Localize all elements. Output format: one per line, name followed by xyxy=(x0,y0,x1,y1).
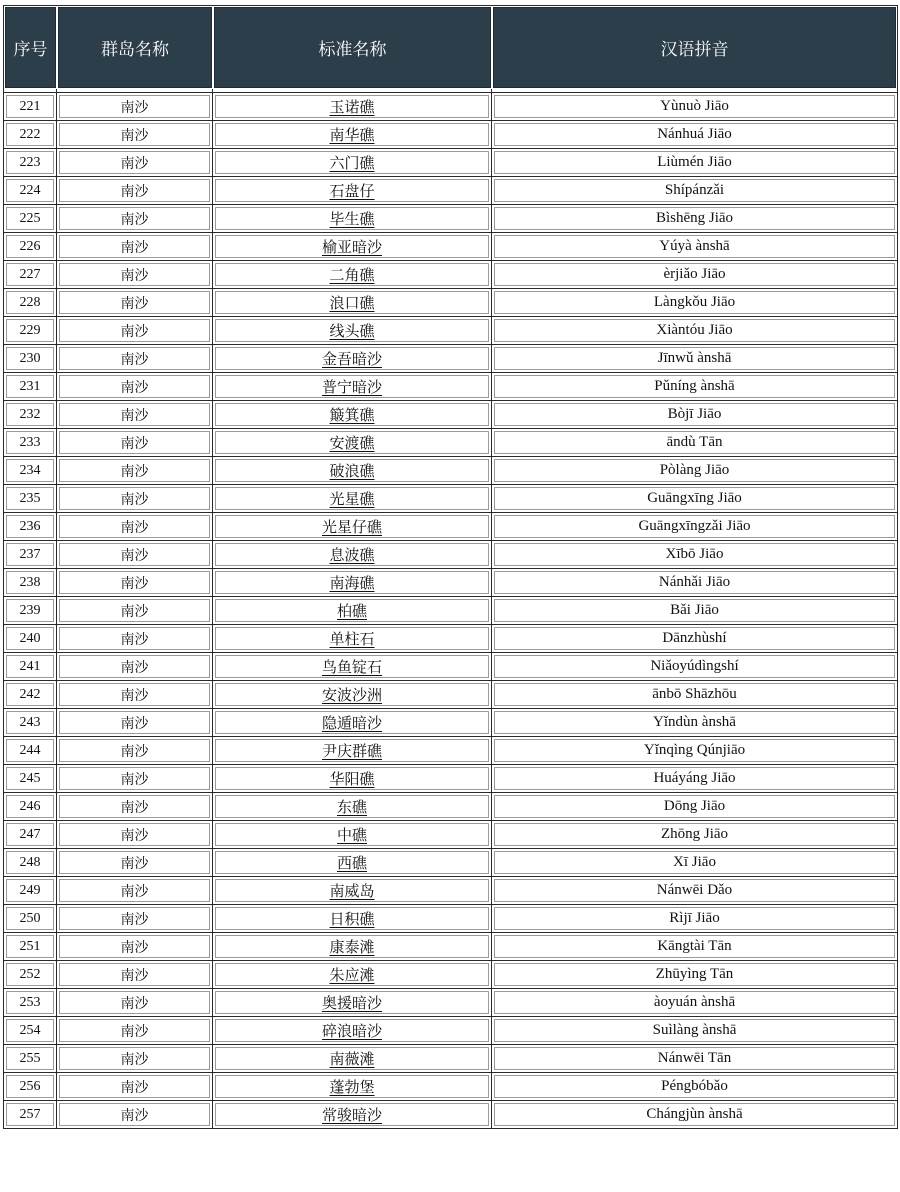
row-index: 227 xyxy=(4,261,57,289)
row-island-group: 南沙 xyxy=(57,457,213,485)
row-standard-name-link[interactable]: 簸箕礁 xyxy=(329,406,375,424)
row-standard-name-link[interactable]: 南海礁 xyxy=(329,574,375,592)
row-standard-name-cell xyxy=(213,261,492,289)
row-island-group: 南沙 xyxy=(57,625,213,653)
row-index: 229 xyxy=(4,317,57,345)
row-index: 246 xyxy=(4,793,57,821)
row-index: 235 xyxy=(4,485,57,513)
row-island-group: 南沙 xyxy=(57,1101,213,1128)
row-standard-name-cell xyxy=(213,149,492,177)
table-body xyxy=(4,89,897,1128)
row-standard-name-link[interactable]: 常骏暗沙 xyxy=(321,1106,382,1124)
row-standard-name-cell xyxy=(213,849,492,877)
row-island-group: 南沙 xyxy=(57,317,213,345)
row-index: 231 xyxy=(4,373,57,401)
row-standard-name-cell xyxy=(213,793,492,821)
place-names-table xyxy=(3,5,898,1129)
row-index: 225 xyxy=(4,205,57,233)
row-standard-name-link[interactable]: 朱应滩 xyxy=(329,966,375,984)
row-island-group: 南沙 xyxy=(57,1073,213,1101)
table-row xyxy=(4,877,897,905)
row-standard-name-link[interactable]: 奥援暗沙 xyxy=(321,994,382,1012)
row-pinyin: èrjiǎo Jiāo xyxy=(492,261,897,289)
row-island-group: 南沙 xyxy=(57,765,213,793)
row-island-group: 南沙 xyxy=(57,877,213,905)
row-pinyin: Shípánzǎi xyxy=(492,177,897,205)
row-pinyin: āndù Tān xyxy=(492,429,897,457)
row-island-group: 南沙 xyxy=(57,737,213,765)
row-index: 233 xyxy=(4,429,57,457)
table-row xyxy=(4,1073,897,1101)
row-standard-name-cell xyxy=(213,569,492,597)
row-index: 221 xyxy=(4,93,57,121)
row-standard-name-cell xyxy=(213,933,492,961)
row-pinyin: Kāngtài Tān xyxy=(492,933,897,961)
row-index: 232 xyxy=(4,401,57,429)
row-island-group: 南沙 xyxy=(57,653,213,681)
row-standard-name-cell xyxy=(213,541,492,569)
row-pinyin: Dānzhùshí xyxy=(492,625,897,653)
row-pinyin: Niǎoyúdìngshí xyxy=(492,653,897,681)
row-standard-name-link[interactable]: 南华礁 xyxy=(329,126,375,144)
row-index: 241 xyxy=(4,653,57,681)
row-standard-name-link[interactable]: 西礁 xyxy=(336,854,367,872)
row-index: 255 xyxy=(4,1045,57,1073)
row-standard-name-cell xyxy=(213,345,492,373)
row-index: 223 xyxy=(4,149,57,177)
row-island-group: 南沙 xyxy=(57,289,213,317)
row-standard-name-cell xyxy=(213,821,492,849)
row-standard-name-cell xyxy=(213,597,492,625)
row-standard-name-link[interactable]: 浪口礁 xyxy=(329,294,375,312)
table-row xyxy=(4,345,897,373)
row-island-group: 南沙 xyxy=(57,93,213,121)
row-pinyin: Huáyáng Jiāo xyxy=(492,765,897,793)
header-pinyin: 汉语拼音 xyxy=(492,6,897,89)
row-standard-name-cell xyxy=(213,485,492,513)
row-index: 257 xyxy=(4,1101,57,1128)
row-standard-name-link[interactable]: 光星礁 xyxy=(329,490,375,508)
row-standard-name-cell xyxy=(213,737,492,765)
row-pinyin: Bǎi Jiāo xyxy=(492,597,897,625)
row-standard-name-link[interactable]: 六门礁 xyxy=(329,154,375,172)
row-index: 256 xyxy=(4,1073,57,1101)
row-island-group: 南沙 xyxy=(57,177,213,205)
row-standard-name-link[interactable]: 鸟鱼锭石 xyxy=(321,658,382,676)
table-row xyxy=(4,793,897,821)
row-index: 236 xyxy=(4,513,57,541)
table-row xyxy=(4,625,897,653)
row-standard-name-link[interactable]: 碎浪暗沙 xyxy=(321,1022,382,1040)
row-standard-name-link[interactable]: 石盘仔 xyxy=(329,182,375,200)
row-pinyin: Guāngxīngzǎi Jiāo xyxy=(492,513,897,541)
row-index: 250 xyxy=(4,905,57,933)
table-row xyxy=(4,261,897,289)
row-index: 230 xyxy=(4,345,57,373)
table-row xyxy=(4,653,897,681)
row-standard-name-cell xyxy=(213,121,492,149)
row-island-group: 南沙 xyxy=(57,233,213,261)
row-pinyin: Yúyà ànshā xyxy=(492,233,897,261)
table-row xyxy=(4,1101,897,1128)
row-pinyin: Liùmén Jiāo xyxy=(492,149,897,177)
row-standard-name-link[interactable]: 二角礁 xyxy=(329,266,375,284)
row-standard-name-cell xyxy=(213,1073,492,1101)
row-standard-name-cell xyxy=(213,989,492,1017)
table-row xyxy=(4,205,897,233)
row-island-group: 南沙 xyxy=(57,933,213,961)
row-standard-name-cell xyxy=(213,233,492,261)
row-pinyin: Nánwēi Dǎo xyxy=(492,877,897,905)
row-index: 247 xyxy=(4,821,57,849)
header-index: 序号 xyxy=(4,6,57,89)
table-row xyxy=(4,485,897,513)
row-island-group: 南沙 xyxy=(57,709,213,737)
row-index: 237 xyxy=(4,541,57,569)
row-standard-name-link[interactable]: 蓬勃堡 xyxy=(329,1078,375,1096)
row-pinyin: Pòlàng Jiāo xyxy=(492,457,897,485)
row-island-group: 南沙 xyxy=(57,569,213,597)
header-standard-name: 标准名称 xyxy=(213,6,492,89)
table-row xyxy=(4,429,897,457)
header-island-group: 群岛名称 xyxy=(57,6,213,89)
row-pinyin: Suìlàng ànshā xyxy=(492,1017,897,1045)
row-index: 243 xyxy=(4,709,57,737)
row-island-group: 南沙 xyxy=(57,541,213,569)
row-index: 240 xyxy=(4,625,57,653)
row-island-group: 南沙 xyxy=(57,485,213,513)
row-index: 242 xyxy=(4,681,57,709)
row-pinyin: Dōng Jiāo xyxy=(492,793,897,821)
row-pinyin: Bòjī Jiāo xyxy=(492,401,897,429)
row-standard-name-cell xyxy=(213,1101,492,1128)
table-row xyxy=(4,373,897,401)
row-pinyin: Nánhǎi Jiāo xyxy=(492,569,897,597)
table-row xyxy=(4,289,897,317)
table-row xyxy=(4,1017,897,1045)
table-row xyxy=(4,933,897,961)
row-index: 244 xyxy=(4,737,57,765)
row-index: 238 xyxy=(4,569,57,597)
row-standard-name-link[interactable]: 南威岛 xyxy=(329,882,375,900)
table-row xyxy=(4,233,897,261)
row-island-group: 南沙 xyxy=(57,345,213,373)
row-index: 248 xyxy=(4,849,57,877)
row-standard-name-link[interactable]: 隐遁暗沙 xyxy=(321,714,382,732)
row-index: 226 xyxy=(4,233,57,261)
row-standard-name-link[interactable]: 柏礁 xyxy=(336,602,367,620)
row-standard-name-link[interactable]: 安波沙洲 xyxy=(321,686,382,704)
table-row xyxy=(4,961,897,989)
row-standard-name-link[interactable]: 安渡礁 xyxy=(329,434,375,452)
row-standard-name-cell xyxy=(213,513,492,541)
row-island-group: 南沙 xyxy=(57,961,213,989)
row-island-group: 南沙 xyxy=(57,681,213,709)
row-pinyin: Jīnwǔ ànshā xyxy=(492,345,897,373)
row-island-group: 南沙 xyxy=(57,849,213,877)
row-standard-name-cell xyxy=(213,373,492,401)
row-pinyin: Guāngxīng Jiāo xyxy=(492,485,897,513)
row-standard-name-cell xyxy=(213,1045,492,1073)
row-standard-name-cell xyxy=(213,765,492,793)
row-island-group: 南沙 xyxy=(57,1017,213,1045)
row-pinyin: Chángjùn ànshā xyxy=(492,1101,897,1128)
row-pinyin: Xī Jiāo xyxy=(492,849,897,877)
row-standard-name-cell xyxy=(213,709,492,737)
row-standard-name-link[interactable]: 金吾暗沙 xyxy=(321,350,382,368)
row-index: 252 xyxy=(4,961,57,989)
row-island-group: 南沙 xyxy=(57,373,213,401)
row-standard-name-link[interactable]: 南薇滩 xyxy=(329,1050,375,1068)
row-standard-name-cell xyxy=(213,93,492,121)
row-standard-name-cell xyxy=(213,205,492,233)
row-pinyin: ānbō Shāzhōu xyxy=(492,681,897,709)
table-row xyxy=(4,989,897,1017)
table-row xyxy=(4,597,897,625)
row-island-group: 南沙 xyxy=(57,821,213,849)
row-standard-name-link[interactable]: 息波礁 xyxy=(329,546,375,564)
row-standard-name-cell xyxy=(213,177,492,205)
table-row xyxy=(4,177,897,205)
table-row xyxy=(4,401,897,429)
table-row xyxy=(4,905,897,933)
row-standard-name-cell xyxy=(213,877,492,905)
row-island-group: 南沙 xyxy=(57,1045,213,1073)
row-pinyin: Bìshēng Jiāo xyxy=(492,205,897,233)
row-standard-name-cell xyxy=(213,429,492,457)
row-pinyin: Pǔníng ànshā xyxy=(492,373,897,401)
table-row xyxy=(4,1045,897,1073)
row-index: 249 xyxy=(4,877,57,905)
table-row xyxy=(4,457,897,485)
table-row xyxy=(4,513,897,541)
row-island-group: 南沙 xyxy=(57,989,213,1017)
row-island-group: 南沙 xyxy=(57,205,213,233)
row-index: 222 xyxy=(4,121,57,149)
row-standard-name-link[interactable]: 毕生礁 xyxy=(329,210,375,228)
row-standard-name-link[interactable]: 光星仔礁 xyxy=(321,518,382,536)
row-standard-name-link[interactable]: 玉诺礁 xyxy=(329,98,375,116)
table-row xyxy=(4,737,897,765)
row-island-group: 南沙 xyxy=(57,149,213,177)
row-standard-name-link[interactable]: 榆亚暗沙 xyxy=(321,238,382,256)
row-standard-name-cell xyxy=(213,317,492,345)
table-row xyxy=(4,569,897,597)
row-standard-name-link[interactable]: 尹庆群礁 xyxy=(321,742,382,760)
row-standard-name-link[interactable]: 康泰滩 xyxy=(329,938,375,956)
row-pinyin: Làngkǒu Jiāo xyxy=(492,289,897,317)
row-standard-name-cell xyxy=(213,961,492,989)
place-names-table-container xyxy=(3,5,896,1129)
row-standard-name-cell xyxy=(213,289,492,317)
row-index: 239 xyxy=(4,597,57,625)
row-standard-name-link[interactable]: 破浪礁 xyxy=(329,462,375,480)
table-row xyxy=(4,93,897,121)
table-row xyxy=(4,317,897,345)
table-row xyxy=(4,849,897,877)
row-standard-name-link[interactable]: 日积礁 xyxy=(329,910,375,928)
row-index: 245 xyxy=(4,765,57,793)
row-pinyin: Zhūyìng Tān xyxy=(492,961,897,989)
row-pinyin: Xībō Jiāo xyxy=(492,541,897,569)
header-row xyxy=(4,6,897,89)
row-standard-name-cell xyxy=(213,681,492,709)
row-standard-name-cell xyxy=(213,457,492,485)
table-row xyxy=(4,765,897,793)
table-row xyxy=(4,541,897,569)
row-standard-name-link[interactable]: 单柱石 xyxy=(329,630,375,648)
row-island-group: 南沙 xyxy=(57,905,213,933)
row-standard-name-link[interactable]: 华阳礁 xyxy=(329,770,375,788)
row-standard-name-cell xyxy=(213,1017,492,1045)
row-index: 224 xyxy=(4,177,57,205)
row-pinyin: Yùnuò Jiāo xyxy=(492,93,897,121)
row-index: 254 xyxy=(4,1017,57,1045)
row-island-group: 南沙 xyxy=(57,513,213,541)
row-pinyin: Nánhuá Jiāo xyxy=(492,121,897,149)
row-standard-name-link[interactable]: 普宁暗沙 xyxy=(321,378,382,396)
row-index: 228 xyxy=(4,289,57,317)
row-pinyin: Yǐnqìng Qúnjiāo xyxy=(492,737,897,765)
table-header xyxy=(4,6,897,89)
row-island-group: 南沙 xyxy=(57,429,213,457)
table-row xyxy=(4,681,897,709)
row-pinyin: Yǐndùn ànshā xyxy=(492,709,897,737)
row-standard-name-cell xyxy=(213,625,492,653)
row-standard-name-link[interactable]: 中礁 xyxy=(336,826,367,844)
row-standard-name-cell xyxy=(213,905,492,933)
row-pinyin: Xiàntóu Jiāo xyxy=(492,317,897,345)
row-pinyin: Nánwēi Tān xyxy=(492,1045,897,1073)
row-island-group: 南沙 xyxy=(57,261,213,289)
row-pinyin: Zhōng Jiāo xyxy=(492,821,897,849)
row-pinyin: Rìjī Jiāo xyxy=(492,905,897,933)
row-island-group: 南沙 xyxy=(57,121,213,149)
table-row xyxy=(4,121,897,149)
row-island-group: 南沙 xyxy=(57,597,213,625)
row-island-group: 南沙 xyxy=(57,401,213,429)
row-pinyin: àoyuán ànshā xyxy=(492,989,897,1017)
table-row xyxy=(4,709,897,737)
row-standard-name-link[interactable]: 线头礁 xyxy=(329,322,375,340)
row-standard-name-cell xyxy=(213,653,492,681)
row-index: 253 xyxy=(4,989,57,1017)
row-island-group: 南沙 xyxy=(57,793,213,821)
row-pinyin: Péngbóbǎo xyxy=(492,1073,897,1101)
row-index: 251 xyxy=(4,933,57,961)
row-standard-name-cell xyxy=(213,401,492,429)
row-index: 234 xyxy=(4,457,57,485)
table-row xyxy=(4,149,897,177)
table-row xyxy=(4,821,897,849)
row-standard-name-link[interactable]: 东礁 xyxy=(336,798,367,816)
